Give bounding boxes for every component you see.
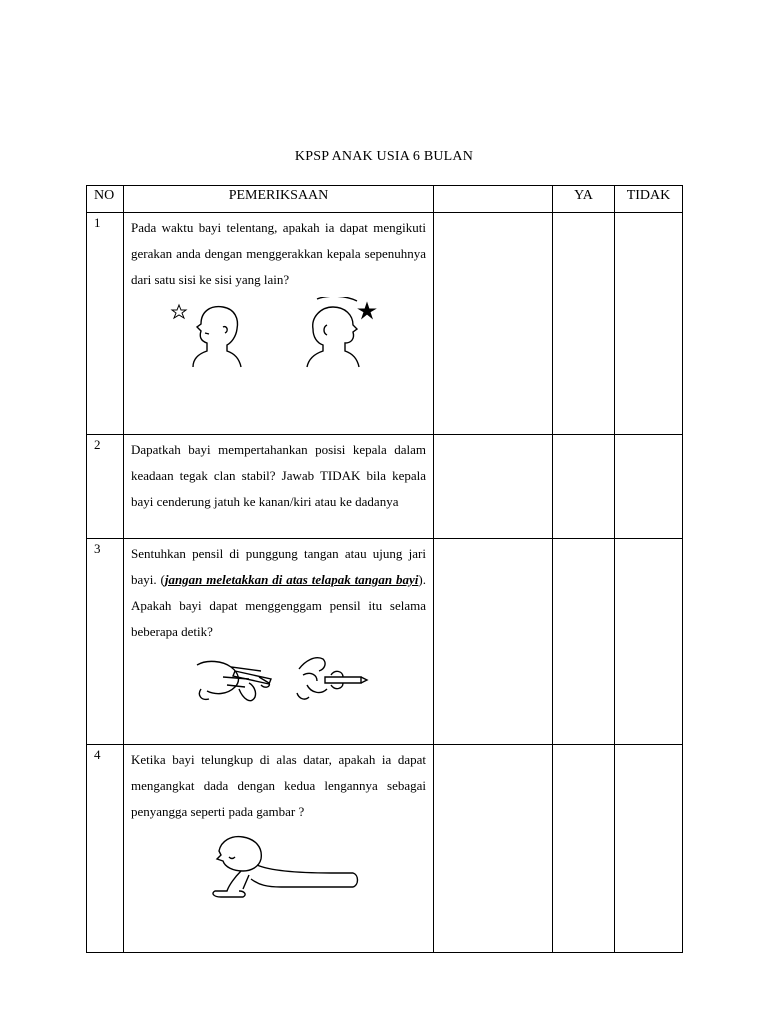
- ya-cell[interactable]: [553, 745, 615, 953]
- table-row: [87, 435, 683, 539]
- row-number: 3: [87, 539, 124, 745]
- header-blank: [434, 186, 553, 213]
- blank-cell: [434, 435, 553, 539]
- tidak-cell[interactable]: [615, 539, 683, 745]
- question-cell: [124, 539, 434, 745]
- row-number: 2: [87, 435, 124, 539]
- header-pemeriksaan: PEMERIKSAAN: [124, 186, 434, 213]
- header-ya: YA: [553, 186, 615, 213]
- baby-prone-figure: [131, 829, 427, 903]
- header-tidak: TIDAK: [615, 186, 683, 213]
- head-turning-figure: [131, 297, 427, 373]
- row-number: 1: [87, 213, 124, 435]
- question-text: [131, 541, 426, 645]
- table-row: [87, 745, 683, 953]
- question-text-after: ). Apakah bayi dapat menggenggam pensil itu selama beberapa detik?: [131, 572, 426, 639]
- page-title: KPSP ANAK USIA 6 BULAN: [294, 149, 474, 164]
- ya-cell[interactable]: [553, 435, 615, 539]
- ya-cell[interactable]: [553, 539, 615, 745]
- question-cell: [124, 435, 434, 539]
- header-no: NO: [87, 186, 124, 213]
- tidak-cell[interactable]: [615, 745, 683, 953]
- blank-cell: [434, 213, 553, 435]
- tidak-cell[interactable]: [615, 213, 683, 435]
- table-row: [87, 539, 683, 745]
- question-text: Dapatkah bayi mempertahankan posisi kepala dalam keadaan tegak clan stabil? Jawab TIDAK bila kepala bayi cenderung jatuh ke kanan/kiri atau ke dadanya: [131, 442, 426, 509]
- question-text-before: Sentuhkan pensil di punggung tangan atau ujung jari bayi. (: [131, 546, 426, 587]
- table-header-row: [87, 186, 683, 213]
- tidak-cell[interactable]: [615, 435, 683, 539]
- question-cell: [124, 213, 434, 435]
- row-number: 4: [87, 745, 124, 953]
- question-cell: [124, 745, 434, 953]
- question-text: Ketika bayi telungkup di alas datar, apakah ia dapat mengangkat dada dengan kedua lengannya sebagai penyangga seperti pada gambar ?: [131, 752, 426, 819]
- kpsp-table: [86, 185, 683, 953]
- question-text: Pada waktu bayi telentang, apakah ia dapat mengikuti gerakan anda dengan menggerakkan kepala sepenuhnya dari satu sisi ke sisi yang lain?: [131, 220, 426, 287]
- question-text-emphasis: jangan meletakkan di atas telapak tangan bayi: [164, 572, 419, 587]
- table-row: [87, 213, 683, 435]
- blank-cell: [434, 539, 553, 745]
- ya-cell[interactable]: [553, 213, 615, 435]
- blank-cell: [434, 745, 553, 953]
- hand-grasping-pencil-figure: [131, 649, 427, 715]
